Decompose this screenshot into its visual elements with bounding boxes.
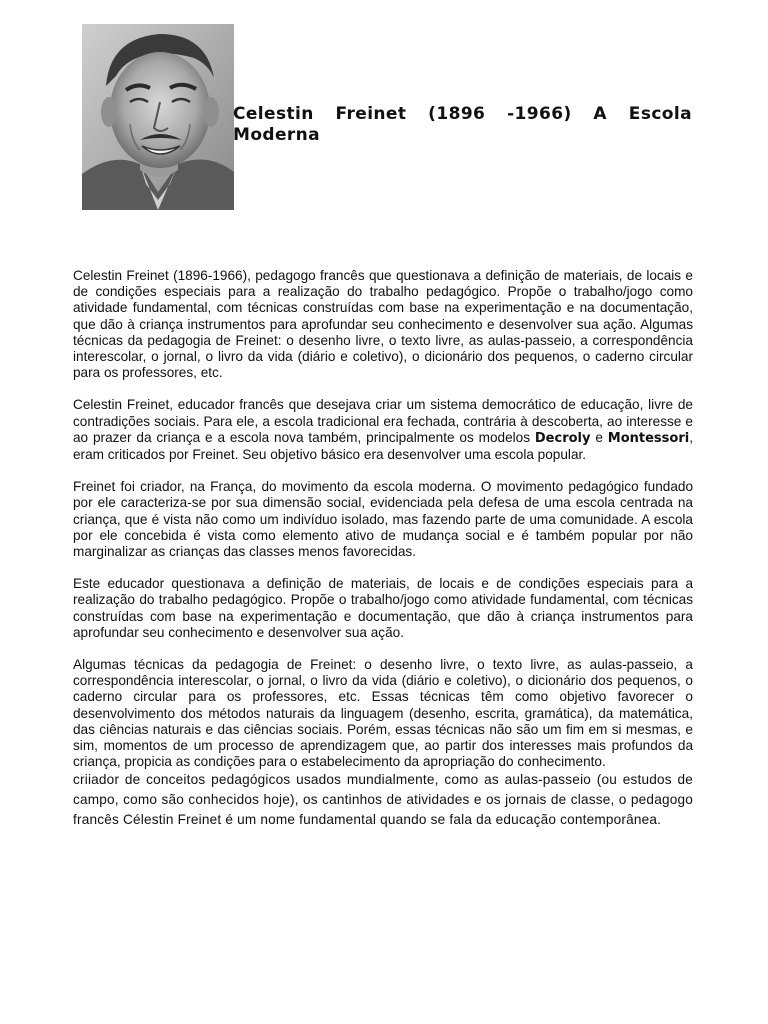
decroly-bold: Decroly	[534, 430, 591, 446]
paragraph-5: Algumas técnicas da pedagogia de Freinet: o desenho livre, o texto livre, as aulas-passeio, a correspondência interescolar, o jornal, o livro da vida (diário e coletivo), o dicionário dos pequenos, o caderno circular para os professores, etc. Essas técnicas têm como objetivo favorecer o desenvolvimento dos métodos naturais da linguagem (desenho, escrita, gramática), da matemática, das ciências naturais e das ciências sociais. Porém, essas técnicas não são um fim em si mesmas, e sim, momentos de um processo de aprendizagem que, ao partir dos interesses mais profundos da criança, propicia as condições para o estabelecimento da apropriação do conhecimento.	[73, 657, 693, 770]
montessori-bold: Montessori	[607, 430, 690, 446]
paragraph-3: Freinet foi criador, na França, do movimento da escola moderna. O movimento pedagógico fundado por ele caracteriza-se por sua dimensão social, evidenciada pela defesa de uma escola centrada na criança, que é vista não como um indivíduo isolado, mas fazendo parte de uma comunidade. A escola por ele concebida é vista como elemento ativo de mudança social e é também popular por não marginalizar as crianças das classes menos favorecidas.	[73, 479, 693, 560]
paragraph-4: Este educador questionava a definição de materiais, de locais e de condições especiais para a realização do trabalho pedagógico. Propõe o trabalho/jogo como atividade fundamental, com técnicas construídas com base na experimentação e documentação, que dão à criança instrumentos para aprofundar seu conhecimento e desenvolver sua ação.	[73, 576, 693, 640]
paragraph-1: Celestin Freinet (1896-1966), pedagogo francês que questionava a definição de materiais, de locais e de condições especiais para a realização do trabalho pedagógico. Propõe o trabalho/jogo como atividade fundamental, com técnicas construídas com base na experimentação e na documentação, que dão à criança instrumentos para aprofundar seu conhecimento e desenvolver sua ação. Algumas técnicas da pedagogia de Freinet: o desenho livre, o texto livre, as aulas-passeio, a correspondência interescolar, o jornal, o livro da vida (diário e coletivo), o dicionário dos pequenos, o caderno circular para os professores, etc.	[73, 268, 693, 381]
paragraph-2-text: Celestin Freinet, educador francês que desejava criar um sistema democrático de educação, livre de contradições sociais. Para ele, a escola tradicional era fechada, contrária à descoberta, ao interesse e ao prazer da criança e a escola nova também, principalmente os modelos	[73, 397, 693, 445]
paragraph-2-and: e	[590, 429, 608, 445]
paragraph-6: criiador de conceitos pedagógicos usados mundialmente, como as aulas-passeio (ou estudos de campo, como são conhecidos hoje), os cantinhos de atividades e os jornais de classe, o pedagogo francês Célestin Freinet é um nome fundamental quando se fala da educação contemporânea.	[73, 772, 693, 828]
page-title: Celestin Freinet (1896 -1966) A Escola Moderna	[233, 104, 692, 145]
portrait-photo	[82, 24, 234, 210]
article-body	[73, 268, 693, 846]
paragraph-2	[73, 397, 693, 463]
paragraph-2-rest: , eram criticados por Freinet. Seu objetivo básico era desenvolver uma escola popular.	[73, 429, 693, 463]
